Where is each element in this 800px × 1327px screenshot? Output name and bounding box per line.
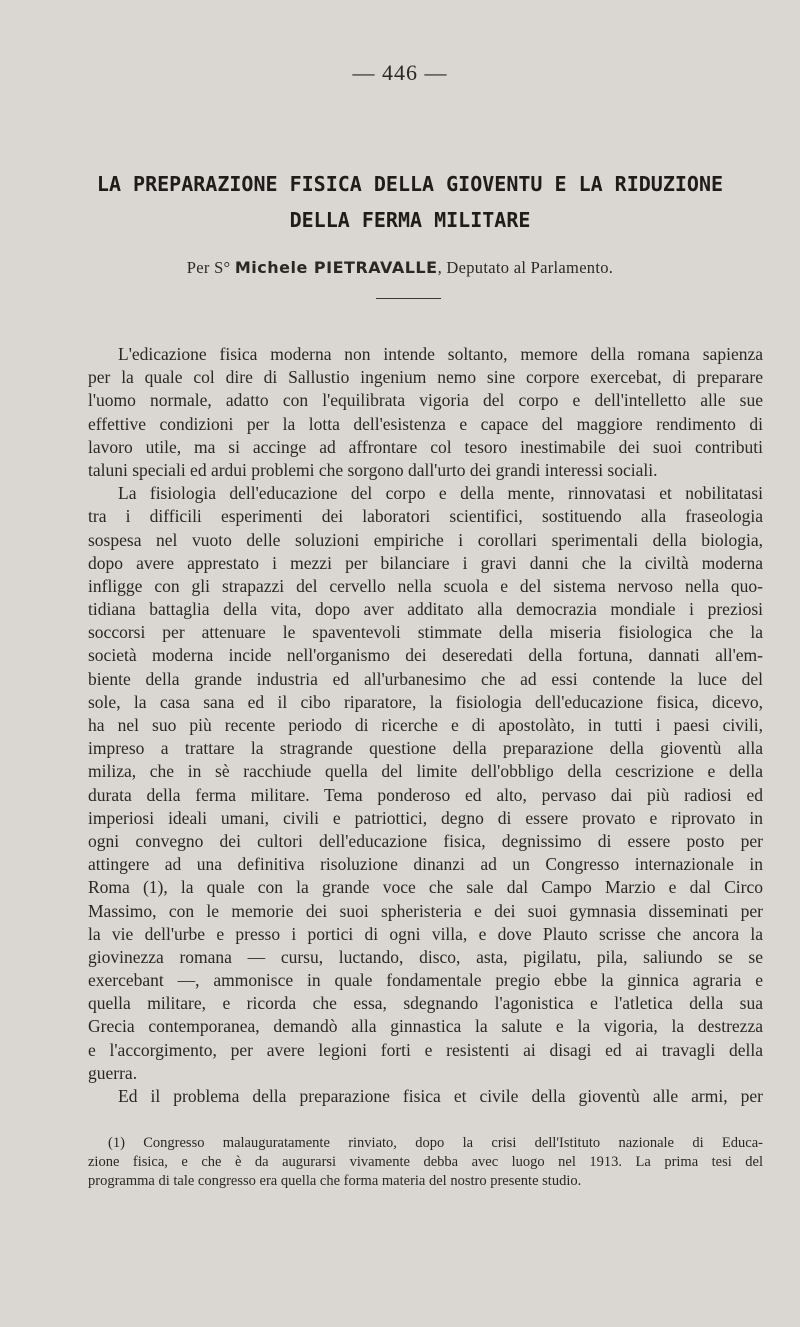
byline-suffix: , Deputato al Parlamento. [437, 258, 614, 277]
body-line: tidiana battaglia della vita, dopo aver additato alla democrazia mondiale i preziosi [88, 599, 763, 620]
body-line: taluni speciali ed ardui problemi che sorgono dall'urto dei grandi interessi sociali. [88, 459, 658, 480]
body-line: giovinezza romana — cursu, luctando, disco, asta, pigilatu, pila, saliundo se se [88, 946, 763, 967]
body-line: durata della ferma militare. Tema ponderoso ed alto, pervaso dai più radiosi ed [88, 784, 763, 805]
body-line: soccorsi per attenuare le spaventevoli stimmate della miseria fisiologica che la [88, 622, 763, 643]
footnote-line: (1) Congresso malauguratamente rinviato, dopo la crisi dell'Istituto nazionale di Educa- [108, 1135, 763, 1151]
body-line: imperiosi ideali umani, civili e patriottici, degno di essere provato e riprovato in [88, 807, 763, 828]
page-number: — 446 — [352, 60, 448, 85]
body-line: la vie dell'urbe e presso i portici di ogni villa, e dove Plauto scrisse che ancora la [88, 923, 763, 944]
body-line: miliza, che in sè racchiude quella del limite dell'obbligo della cescrizione e della [88, 761, 763, 782]
article-title [60, 166, 760, 238]
body-line: infligge con gli strapazzi del cervello nella scuola e del sistema nervoso nella quo- [88, 575, 763, 596]
body-line: l'uomo normale, adatto con l'equilibrata vigoria del corpo e dell'intelletto alle sue [88, 390, 763, 411]
title-line: DELLA FERMA MILITARE [289, 208, 531, 232]
byline [0, 258, 800, 278]
footnote-line: zione fisica, e che è da augurarsi vivamente debba avec luogo nel 1913. La prima tesi del [88, 1154, 763, 1170]
body-line: tra i difficili esperimenti dei laboratori scientifici, sostituendo alla fraseologia [88, 506, 763, 527]
body-line: e l'accorgimento, per avere legioni forti e resistenti ai disagi ed ai travagli della [88, 1039, 763, 1060]
body-line: sole, la casa sana ed il cibo riparatore, la fisiologia dell'educazione fisica, dicevo, [88, 691, 763, 712]
footnote-line: programma di tale congresso era quella che forma materia del nostro presente studio. [88, 1173, 582, 1189]
body-line: biente della grande industria ed all'urbanesimo che ad essi contende la luce del [88, 668, 763, 689]
byline-prefix: Per S° [186, 258, 235, 277]
title-divider [376, 298, 441, 299]
body-line: guerra. [88, 1062, 138, 1083]
body-line: exercebant —, ammonisce in quale fondamentale pregio ebbe la ginnica agraria e [88, 970, 763, 991]
body-line: Grecia contemporanea, demandò alla ginnastica la salute e la vigoria, la destrezza [88, 1016, 763, 1037]
body-line: attingere ad una definitiva risoluzione dinanzi ad un Congresso internazionale in [88, 854, 763, 875]
footnotes [88, 1134, 763, 1191]
body-line: società moderna incide nell'organismo dei deseredati della fortuna, dannati all'em- [88, 645, 763, 666]
body-line: sospesa nel vuoto delle soluzioni empiriche i corollari sperimentali della biologia, [88, 529, 763, 550]
body-line: dopo avere apprestato i mezzi per bilanciare i gravi danni che la civiltà moderna [88, 552, 763, 573]
body-line: per la quale col dire di Sallustio ingenium nemo sine corpore exercebat, di preparare [88, 367, 763, 388]
body-line: Massimo, con le memorie dei suoi spheristeria e dei suoi gymnasia disseminati per [88, 900, 763, 921]
body-line: impreso a trattare la stragrande questione della preparazione della gioventù alla [88, 738, 763, 759]
article-body [88, 343, 763, 1108]
body-line: lavoro utile, ma si accinge ad affrontare col tesoro inestimabile dei suoi contributi [88, 436, 763, 457]
body-line: Ed il problema della preparazione fisica et civile della gioventù alle armi, per [118, 1086, 763, 1106]
body-line: Roma (1), la quale con la grande voce che sale dal Campo Marzio e dal Circo [88, 877, 763, 898]
body-line: La fisiologia dell'educazione del corpo e della mente, rinnovatasi et nobilitatasi [118, 483, 763, 504]
body-line: L'edicazione fisica moderna non intende soltanto, memore della romana sapienza [118, 344, 763, 364]
title-line: LA PREPARAZIONE FISICA DELLA GIOVENTU E LA RIDUZIONE [96, 172, 724, 196]
body-line: effettive condizioni per la lotta dell'esistenza e capace del maggiore rendimento di [88, 413, 763, 434]
author-name: Michele PIETRAVALLE [234, 258, 438, 277]
body-line: ogni convegno dei cultori dell'educazione fisica, degnissimo di essere posto per [88, 830, 763, 851]
body-line: ha nel suo più recente periodo di ricerche e di apostolàto, in tutti i paesi civili, [88, 715, 763, 735]
body-line: quella militare, e ricorda che essa, sdegnando l'agonistica e l'atletica della sua [88, 993, 763, 1014]
